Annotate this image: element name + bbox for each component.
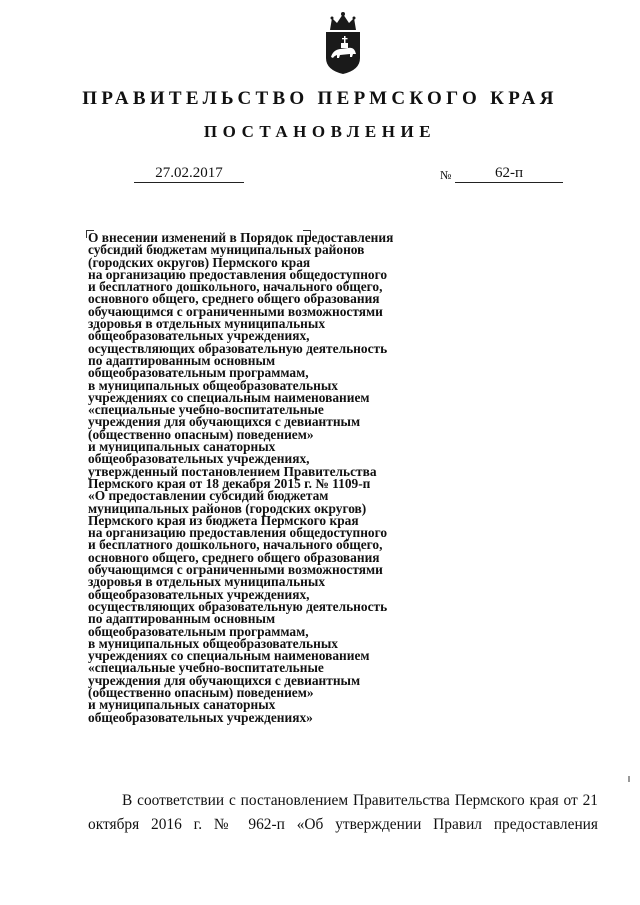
subject-line: общеобразовательным программам, <box>88 365 309 381</box>
subject-line: на организацию предоставления общедоступного <box>88 525 388 541</box>
subject-line: и муниципальных санаторных <box>88 439 276 455</box>
subject-line: учреждения для обучающихся с девиантным <box>88 414 361 430</box>
subject-line: и муниципальных санаторных <box>88 697 276 713</box>
subject-line: в муниципальных общеобразовательных <box>88 635 338 651</box>
subject-line: осуществляющих образовательную деятельность <box>88 598 388 614</box>
subject-line: «специальные учебно-воспитательные <box>88 402 324 418</box>
subject-line: обучающимся с ограниченными возможностями <box>88 303 383 319</box>
number-sign: № <box>440 168 452 182</box>
subject-line: субсидий бюджетам муниципальных районов <box>88 242 365 258</box>
subject-line: и бесплатного дошкольного, начального общего, <box>88 279 383 295</box>
subject-line: муниципальных районов (городских округов) <box>88 500 367 516</box>
subject-line: (общественно опасным) поведением» <box>88 426 314 442</box>
subject-line: «О предоставлении субсидий бюджетам <box>88 488 329 504</box>
subject-line: основного общего, среднего общего образования <box>88 291 380 307</box>
subject-line: учреждения для обучающихся с девиантным <box>88 672 361 688</box>
subject-line: Пермского края из бюджета Пермского края <box>88 512 359 528</box>
subject-line: здоровья в отдельных муниципальных <box>88 574 326 590</box>
subject-line: осуществляющих образовательную деятельность <box>88 340 388 356</box>
subject-line: здоровья в отдельных муниципальных <box>88 316 326 332</box>
subject-line: учреждениях со специальным наименованием <box>88 389 370 405</box>
subject-line: учреждениях со специальным наименованием <box>88 648 370 664</box>
subject-line: (общественно опасным) поведением» <box>88 684 314 700</box>
subject-line: на организацию предоставления общедоступного <box>88 266 388 282</box>
subject-line: общеобразовательных учреждениях, <box>88 586 310 602</box>
subject-line: О внесении изменений в Порядок предоставления <box>88 230 394 245</box>
document-date: 27.02.2017 <box>134 164 244 183</box>
subject-line: основного общего, среднего общего образования <box>88 549 380 565</box>
document-type: ПОСТАНОВЛЕНИЕ <box>203 122 437 141</box>
subject-line: общеобразовательных учреждениях, <box>88 328 310 344</box>
subject-line: обучающимся с ограниченными возможностями <box>88 562 383 578</box>
subject-line: общеобразовательных учреждениях, <box>88 451 310 467</box>
subject-line: (городских округов) Пермского края <box>88 254 311 270</box>
subject-line: «специальные учебно-воспитательные <box>88 660 324 676</box>
subject-line: общеобразовательных учреждениях» <box>88 709 313 725</box>
subject-line: Пермского края от 18 декабря 2015 г. № 1109-п <box>88 475 371 491</box>
margin-mark <box>628 776 630 782</box>
subject-line: по адаптированным основным <box>88 352 276 368</box>
subject-line: по адаптированным основным <box>88 611 276 627</box>
subject-line: и бесплатного дошкольного, начального общего, <box>88 537 383 553</box>
body-paragraph: В соответствии с постановлением Правительства Пермского края от 21 октября 2016 г. № 962-п «Об утверждении Правил предоставления <box>88 792 598 833</box>
subject-line: утвержденный постановлением Правительства <box>88 463 377 479</box>
perm-krai-emblem-icon <box>318 10 368 76</box>
document-number: 62-п <box>455 164 563 183</box>
subject-line: в муниципальных общеобразовательных <box>88 377 338 393</box>
government-title: ПРАВИТЕЛЬСТВО ПЕРМСКОГО КРАЯ <box>82 88 558 109</box>
subject-line: общеобразовательным программам, <box>88 623 309 639</box>
document-subject <box>88 232 548 724</box>
